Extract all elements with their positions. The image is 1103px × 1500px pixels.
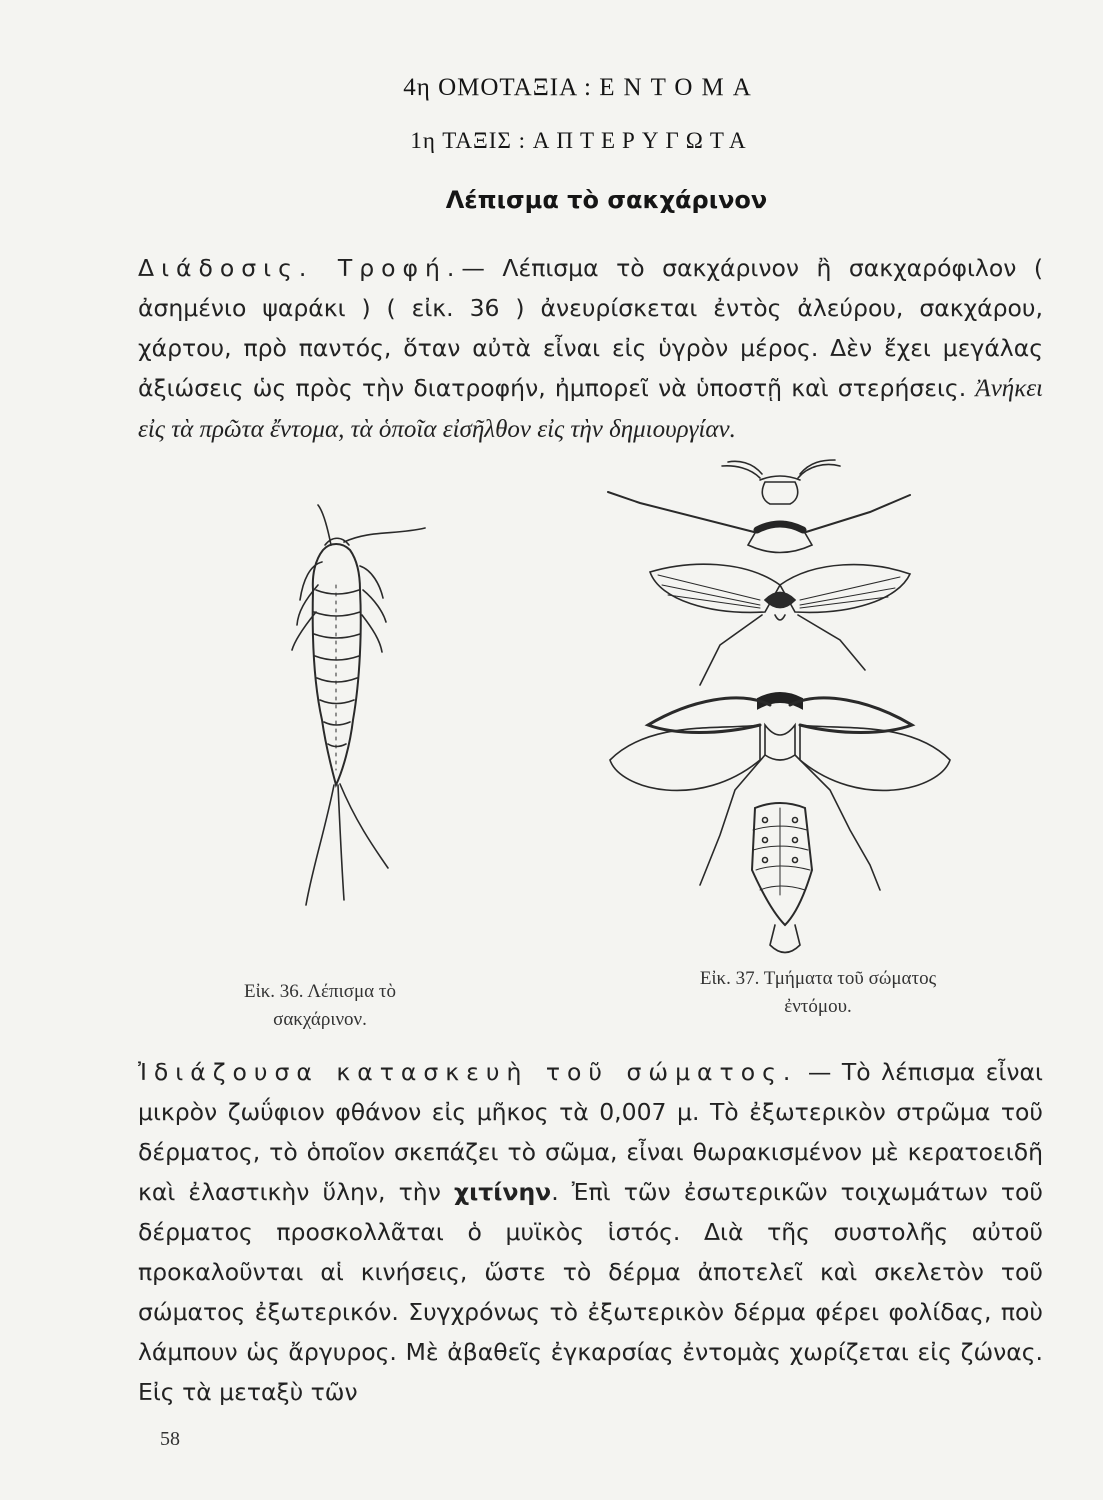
insect-parts-illustration bbox=[608, 460, 950, 953]
figure-37-caption bbox=[628, 965, 1008, 1021]
class-prefix: 4η ΟΜΟΤΑΞΙΑ : bbox=[403, 74, 600, 101]
order-name: ΑΠΤΕΡΥΓΩΤΑ bbox=[532, 128, 753, 153]
bold-term: χιτίνην bbox=[453, 1178, 552, 1206]
paragraph-body-structure bbox=[138, 1052, 1043, 1412]
caption-line: Εἰκ. 36. Λέπισμα τὸ bbox=[244, 981, 396, 1002]
class-name: ΕΝΤΟΜΑ bbox=[599, 74, 760, 101]
silverfish-illustration bbox=[292, 505, 425, 905]
caption-line: ἐντόμου. bbox=[784, 996, 852, 1017]
paragraph-text: . Ἐπὶ τῶν ἐσωτερικῶν τοιχωμάτων τοῦ δέρματος προσκολλᾶται ὁ μυϊκὸς ἱστός. Διὰ τῆς συστολῆς αὐτοῦ προκαλοῦνται αἱ κινήσεις, ὥστε τὸ δέρμα ἀποτελεῖ καὶ σκελετὸν τοῦ σώματος ἐξωτερικόν. Συγχρόνως τὸ ἐξωτερικὸν δέρμα φέρει φολίδας, ποὺ λάμπουν ὡς ἄργυρος. Μὲ ἀβαθεῖς ἐγκαρσίας ἐντομὰς χωρίζεται εἰς ζώνας. Εἰς τὰ μεταξὺ τῶν bbox=[138, 1178, 1043, 1406]
species-title: Λέπισμα τὸ σακχάρινον bbox=[445, 186, 768, 214]
caption-line: Εἰκ. 37. Τμήματα τοῦ σώματος bbox=[699, 968, 937, 989]
paragraph-lead: Διάδοσις. Τροφή. bbox=[138, 254, 462, 282]
caption-line: σακχάρινον. bbox=[273, 1009, 367, 1030]
page-number: 58 bbox=[160, 1428, 180, 1450]
paragraph-lead: Ἰδιάζουσα κατασκευὴ τοῦ σώματος. bbox=[138, 1058, 798, 1086]
paragraph-italic: Ἀνήκει εἰς τὰ πρῶτα ἔντομα, τὰ ὁποῖα εἰσῆλθον εἰς τὴν δημιουργίαν. bbox=[138, 375, 1043, 443]
paragraph-text: — Λέπισμα τὸ σακχάρινον ἢ σακχαρόφιλον ( ἀσημένιο ψαράκι ) ( εἰκ. 36 ) ἀνευρίσκεται ἐντὸς ἀλεύρου, σακχάρου, χάρτου, πρὸ παντός, ὅταν αὐτὰ εἶναι εἰς ὑγρὸν μέρος. Δὲν ἔχει μεγάλας ἀξιώσεις ὡς πρὸς τὴν διατροφήν, ἠμπορεῖ νὰ ὑποστῇ καὶ στερήσεις. bbox=[138, 254, 1043, 402]
order-prefix: 1η ΤΑΞΙΣ : bbox=[410, 128, 533, 153]
figure-36-caption bbox=[200, 978, 440, 1034]
paragraph-text: — Τὸ λέπισμα εἶναι μικρὸν ζωΰφιον φθάνον εἰς μῆκος τὰ 0,007 μ. Τὸ ἐξωτερικὸν στρῶμα τοῦ δέρματος, τὸ ὁποῖον σκεπάζει τὸ σῶμα, εἶναι θωρακισμένον μὲ κερατοειδῆ καὶ ἐλαστικὴν ὕλην, τὴν bbox=[138, 1058, 1043, 1206]
